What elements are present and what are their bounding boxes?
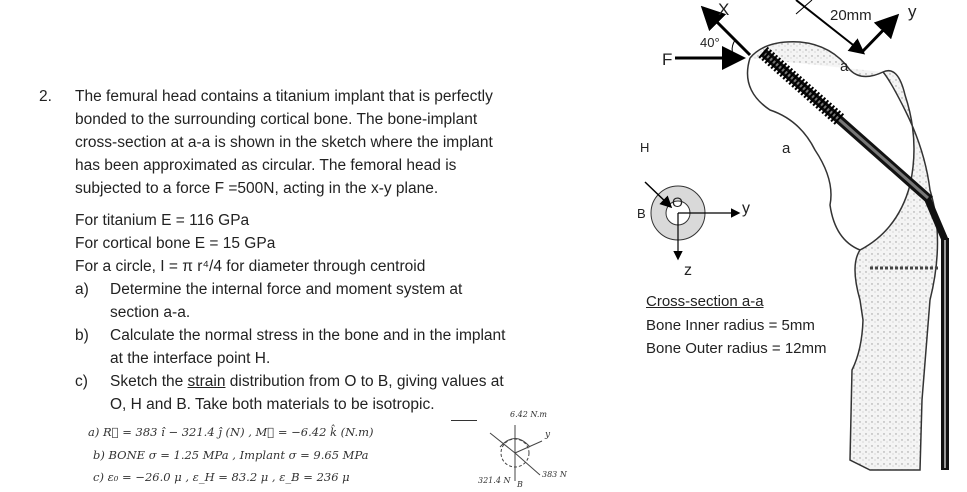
sketch-force-x: 321.4 N [478,476,511,485]
point-o-label: O [672,194,683,210]
sketch-moment: 6.42 N.m [510,410,547,419]
answer-c: c) ε₀ = −26.0 μ , ε_H = 83.2 μ , ε_B = 236 μ [93,470,350,484]
axis-y-label: y [908,2,917,21]
part-text-pre: Sketch the [110,373,188,390]
given-inertia: For a circle, I = π r⁴/4 for diameter through centroid [75,258,426,275]
intro-line: The femural head contains a titanium implant that is perfectly [75,88,493,105]
part-c [75,370,575,393]
answer-a: a) R⃗ = 383 î − 321.4 ĵ (N) , M⃗ = −6.42 k̂ (N.m) [88,425,374,439]
problem-parts [75,278,575,416]
intro-line: subjected to a force F =500N, acting in the x-y plane. [75,180,439,197]
problem-intro [75,85,493,200]
angle-label: 40° [700,35,720,50]
axis-x-label: X [718,0,730,19]
force-label: F [662,50,673,69]
part-text: O, H and B. Take both materials to be isotropic. [110,396,435,413]
femur-figure [600,0,967,492]
part-a [75,278,575,301]
cross-section-title: Cross-section a-a [646,293,764,310]
part-label: c) [75,373,88,390]
part-text [110,370,504,393]
point-b-label: B [637,206,646,221]
answer-b: b) BONE σ = 1.25 MPa , Implant σ = 9.65 MPa [93,448,369,462]
intro-line: has been approximated as circular. The femoral head is [75,157,457,174]
section-label-mid: a [782,140,791,157]
part-text: Calculate the normal stress in the bone and in the implant [110,327,506,344]
sketch-b: B [517,480,523,489]
section-label-top: a [840,58,849,75]
point-h-label: H [640,140,650,155]
intro-line: cross-section at a-a is shown in the sketch where the implant [75,134,493,151]
part-text: at the interface point H. [110,350,271,367]
part-text-post: distribution from O to B, giving values at [225,373,504,390]
given-titanium: For titanium E = 116 GPa [75,212,250,229]
part-text: section a-a. [110,304,191,321]
intro-line: bonded to the surrounding cortical bone. The bone-implant [75,111,478,128]
part-b [75,324,575,347]
section-z-label: z [684,262,692,279]
section-y-label: y [742,200,750,217]
given-bone: For cortical bone E = 15 GPa [75,235,276,252]
part-text: Determine the internal force and moment system at [110,281,463,298]
part-label: a) [75,281,89,298]
strain-underlined: strain [187,373,226,390]
sketch-y: y [545,430,551,440]
dimension-label: 20mm [830,7,872,24]
problem-number: 2. [39,88,52,105]
outer-radius: Bone Outer radius = 12mm [646,340,827,357]
givens [75,209,425,278]
sketch-force-y: 383 N [542,470,567,479]
inner-radius: Bone Inner radius = 5mm [646,317,815,334]
part-label: b) [75,327,89,344]
